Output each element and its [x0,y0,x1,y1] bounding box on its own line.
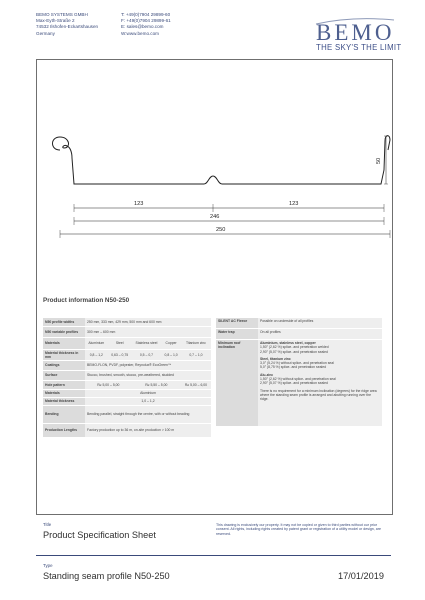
spec-row [43,326,211,337]
pitch-title: Alu-zinc [260,372,274,377]
profile-outline [53,136,391,184]
document-title: Product Specification Sheet [43,530,156,540]
spec-value: Stucco, brushed, smooth, stucco, pre-weathered, studded [85,370,211,380]
document-type: Standing seam profile N50-250 [43,571,170,581]
material-col: Stainless steel [132,337,162,349]
company-fax: F: +49(0)7904 29899-61 [121,18,171,24]
footer-divider [36,555,391,556]
spec-label: Material thickness [43,397,85,405]
spec-row [43,405,211,423]
company-phone: T: +49(0)7904 29899-60 [121,12,171,17]
spec-table [43,318,211,438]
spec-row [43,318,211,326]
spec-label: Surface [43,370,85,380]
spec-row [43,423,211,437]
spec-label: N50 variable profiles [43,326,85,337]
company-address [36,12,126,37]
spec-value: Possible on underside of all profiles [258,318,382,328]
spec-label: Hole pattern [43,380,85,389]
spec-label: Water trap [216,329,258,339]
spec-row [43,397,211,405]
company-email[interactable]: E: sales@bemo.com [121,24,164,30]
spec-value: Bending parallel, straight through the centre, with or without beading [85,405,211,423]
spec-row [216,318,382,328]
spec-label: Material thickness in mm [43,349,85,360]
pitch-line: 3,0° (5,24 %) without splice- and penetration seal [260,361,334,366]
spec-label: Materials [43,389,85,397]
spec-label: N50 profile widths [43,318,85,326]
pitch-line: 2,90° (5,07 %) splice- and penetration sealed [260,349,328,354]
spec-row [43,389,211,397]
dim-right: 123 [289,201,299,207]
spec-label: Materials [43,337,85,349]
spec-value: 250 mm, 333 mm, 429 mm, 500 mm and 600 mm [85,318,211,326]
spec-row-materials [43,337,211,349]
bemo-logo [312,12,397,42]
spec-panel-right [216,318,382,426]
document-date: 17/01/2019 [338,571,384,581]
company-name: BEMO SYSTEMS GMBH [36,12,88,17]
pitch-line: 5,0° (8,75 %) splice- and penetration sealed [260,365,327,370]
spec-label: Production Lengths [43,423,85,437]
spec-value: Aluminium [85,389,211,397]
company-country: Germany [36,30,55,36]
dim-mid: 246 [210,214,220,220]
material-col: Aluminium [85,337,108,349]
logo-wordmark: BEMO [316,20,395,42]
pitch-details [258,340,382,426]
dim-total: 250 [216,227,226,233]
thickness-col: 0,63 – 0,75 [108,349,132,360]
pitch-line: 1,50° (2,62 %) splice- and penetration welded [260,345,329,350]
spec-label: Minimum roof inclination [216,340,258,426]
pitch-line: 2,90° (5,07 %) splice- and penetration sealed [260,381,328,386]
logo-tagline: THE SKY'S THE LIMIT [316,43,402,52]
spec-row-thickness [43,349,211,360]
spec-row-radius [43,380,211,389]
spec-row [216,329,382,339]
pitch-note: There is no requirement for a minimum inclination (degrees) for the ridge area where the standing seam profile is arranged and abutting running over the ridge. [260,388,377,402]
company-street: Max-Eyth-Straße 2 [36,18,75,24]
dim-height: 50 [376,157,382,164]
radius-col: R≥ 5,50 – 5,00 [132,380,181,389]
material-col: Copper [161,337,181,349]
title-label: Title [43,522,52,527]
dim-left: 123 [134,201,144,207]
type-label: Type [43,563,53,568]
bemo-logo-mark [312,12,397,42]
product-info-title: Product information N50-250 [43,297,130,304]
spec-value: BEMO-FLON, PVDF, polyester, Reynolux® EcoGreen™ [85,360,211,370]
spec-label: SILENT AC Fleece [216,318,258,328]
material-col: Titanium zinc [181,337,211,349]
copyright-note: This drawing is exclusively our property. It may not be copied or given to third parties without our prior consent. All rights, including rights created by patent grant or registration of a utility model or design, are reserved. [216,523,382,536]
radius-col: R≥ 5,00 – 5,00 [85,380,132,389]
spec-row-pitch [216,340,382,426]
profile-drawing [36,120,391,250]
thickness-col: 0,5 – 0,7 [132,349,162,360]
company-web[interactable]: W:www.bemo.com [121,30,159,36]
spec-row [43,360,211,370]
pitch-title: Aluminium, stainless steel, copper [260,341,316,345]
company-city: 74532 Ilshofen-Eckartshausen [36,24,99,30]
company-contact [121,12,211,37]
radius-col: R≥ 5,00 – 6,00 [181,380,211,389]
spec-label: Bending [43,405,85,423]
material-col: Steel [108,337,132,349]
spec-value: 1,0 – 1,2 [85,397,211,405]
thickness-col: 0,8 – 1,0 [161,349,181,360]
spec-value: On all profiles [258,329,382,339]
pitch-line: 1,50° (2,62 %) without splice- and penetration seal [260,377,336,382]
pitch-title: Steel, titanium zinc [260,356,291,361]
thickness-col: 0,8 – 1,2 [85,349,108,360]
spec-value: 300 mm – 600 mm [85,326,211,337]
spec-value: Factory production up to 36 m, on-site production > 100 m [85,423,211,437]
thickness-col: 0,7 – 1,0 [181,349,211,360]
spec-row [43,370,211,380]
spec-label: Coatings [43,360,85,370]
